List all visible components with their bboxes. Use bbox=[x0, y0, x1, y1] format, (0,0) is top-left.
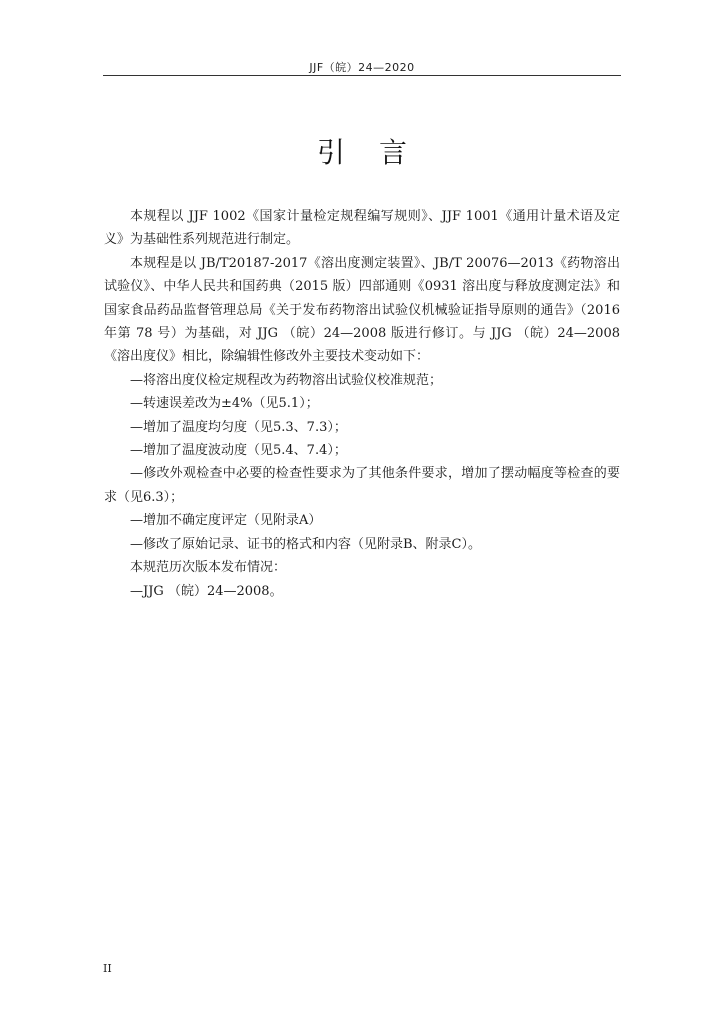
paragraph-basis: 本规程以 JJF 1002《国家计量检定规程编写规则》、JJF 1001《通用计量术语及定义》为基础性系列规范进行制定。 bbox=[104, 209, 620, 248]
history-item: —JJG （皖）24—2008。 bbox=[130, 583, 283, 599]
change-item: —转速误差改为±4%（见5.1）； bbox=[130, 396, 319, 412]
page-number: II bbox=[103, 962, 112, 975]
change-item: —修改外观检查中必要的检查性要求为了其他条件要求，增加了摆动幅度等检查的要求（见6.3）； bbox=[104, 466, 620, 505]
change-item: —增加不确定度评定（见附录A） bbox=[130, 513, 322, 529]
header-rule bbox=[103, 75, 621, 76]
page-title: 引言 bbox=[316, 136, 441, 169]
header-code: JJF（皖）24—2020 bbox=[309, 61, 415, 74]
change-item: —修改了原始记录、证书的格式和内容（见附录B、附录C）。 bbox=[130, 536, 482, 552]
document-body bbox=[104, 205, 620, 603]
change-item: —增加了温度均匀度（见5.3、7.3）； bbox=[130, 419, 347, 435]
paragraph-revision: 本规程是以 JB/T20187-2017《溶出度测定装置》、JB/T 20076—2013《药物溶出试验仪》、中华人民共和国药典（2015 版）四部通则《0931 溶出度与释放度测定法》和国家食品药品监督管理总局《关于发布药物溶出试验仪机械验证指导原则的通告》（2016 年第 78 号）为基础，对 JJG （皖）24—2008 版进行修订。与 JJG （皖）24—2008《溶出度仪》相比，除编辑性修改外主要技术变动如下： bbox=[104, 255, 620, 365]
change-item: —增加了温度波动度（见5.4、7.4）； bbox=[130, 443, 347, 459]
history-label: 本规范历次版本发布情况： bbox=[130, 560, 287, 576]
change-item: —将溶出度仪检定规程改为药物溶出试验仪校准规范； bbox=[130, 372, 443, 388]
